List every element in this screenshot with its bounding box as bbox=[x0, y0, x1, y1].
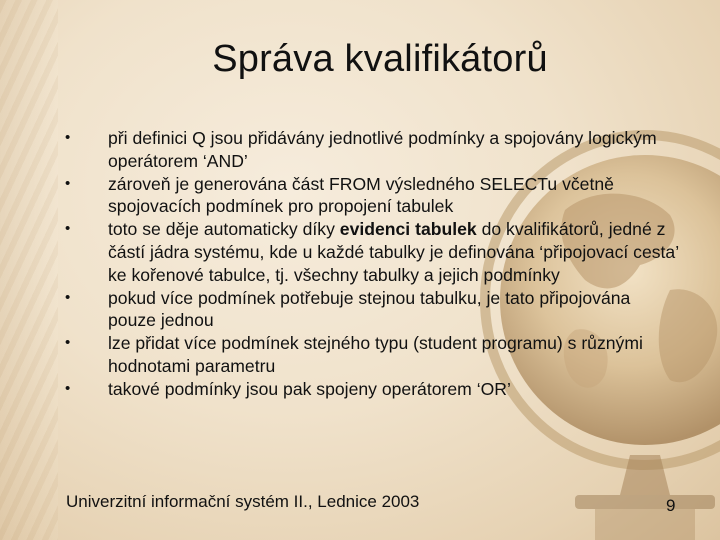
slide-title: Správa kvalifikátorů bbox=[212, 38, 548, 80]
bullet-item bbox=[62, 287, 682, 333]
footer-text: Univerzitní informační systém II., Lednice 2003 bbox=[66, 492, 420, 511]
bullet-dot: • bbox=[65, 379, 71, 397]
bullet-list bbox=[62, 127, 682, 401]
page-number: 9 bbox=[666, 496, 676, 515]
bullet-text-part: do kvalifikátorů, jedné z částí jádra systému, kde u každé tabulky je definována ‘připojovací cesta’ ke kořenové tabulce, tj. všechny tabulky a jejich podmínky bbox=[108, 219, 679, 285]
bullet-dot: • bbox=[65, 334, 71, 352]
bullet-text: pokud více podmínek potřebuje stejnou tabulku, je tato připojována pouze jednou bbox=[108, 287, 631, 331]
bullet-text: takové podmínky jsou pak spojeny operátorem ‘OR’ bbox=[108, 378, 511, 399]
bullet-text bbox=[108, 219, 678, 285]
bullet-dot: • bbox=[65, 220, 71, 238]
bullet-dot: • bbox=[65, 174, 71, 192]
bullet-item bbox=[62, 173, 682, 219]
bullet-item bbox=[62, 332, 682, 378]
bullet-item bbox=[62, 378, 682, 401]
bullet-item bbox=[62, 127, 682, 173]
bullet-dot: • bbox=[65, 129, 71, 146]
bullet-text: zároveň je generována část FROM výsledného SELECTu včetně spojovacích podmínek pro propojení tabulek bbox=[108, 173, 614, 217]
bullet-item bbox=[62, 218, 682, 286]
bullet-text: při definici Q jsou přidávány jednotlivé podmínky a spojovány logickým operátorem ‘AND’ bbox=[108, 128, 657, 171]
bullet-text-part: toto se děje automaticky díky bbox=[108, 219, 340, 240]
bullet-text: lze přidat více podmínek stejného typu (student programu) s různými hodnotami parametru bbox=[108, 333, 643, 376]
bullet-text-bold: evidenci tabulek bbox=[339, 219, 477, 240]
bullet-dot: • bbox=[65, 288, 71, 306]
background-texture bbox=[0, 0, 58, 540]
